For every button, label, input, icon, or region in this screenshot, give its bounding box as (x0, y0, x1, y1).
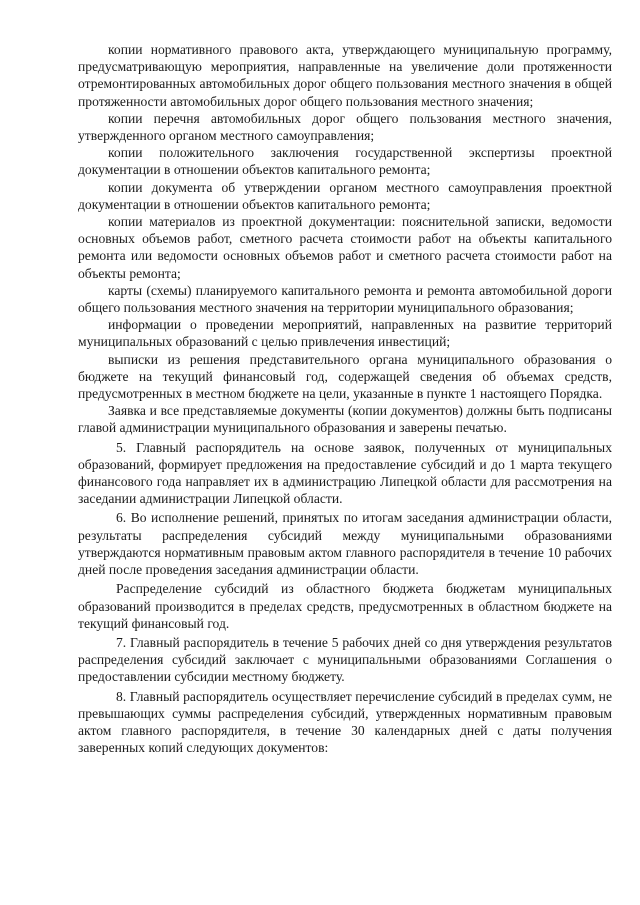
paragraph-item-6: 6. Во исполнение решений, принятых по итогам заседания администрации области, результаты распределения субсидий между муниципальными образованиями утверждаются нормативным правовым актом главного распорядителя в течение 10 рабочих дней после проведения заседания администрации области. (78, 510, 612, 578)
paragraph-npa-copy: копии нормативного правового акта, утверждающего муниципальную программу, предусматривающую мероприятия, направленные на увеличение доли протяженности отремонтированных автомобильных дорог общего пользования местного значения в общей протяженности автомобильных дорог общего пользования местного значения; (78, 42, 612, 109)
paragraph-item-8: 8. Главный распорядитель осуществляет перечисление субсидий в пределах сумм, не превышающих суммы распределения субсидий, утвержденных нормативным правовым актом главного распорядителя, в течение 30 календарных дней с даты получения заверенных копий следующих документов: (78, 688, 612, 756)
paragraph-item-7: 7. Главный распорядитель в течение 5 рабочих дней со дня утверждения результатов распределения субсидий заключает с муниципальными образованиями Соглашения о предоставлении субсидии местному бюджету. (78, 634, 612, 685)
document-page (78, 41, 612, 756)
paragraph-expertise-conclusion: копии положительного заключения государственной экспертизы проектной документации в отношении объектов капитального ремонта; (78, 145, 612, 178)
paragraph-signatures: Заявка и все представляемые документы (копии документов) должны быть подписаны главой администрации муниципального образования и заверены печатью. (78, 403, 612, 436)
paragraph-approval-document: копии документа об утверждении органом местного самоуправления проектной документации в отношении объектов капитального ремонта; (78, 179, 612, 212)
paragraph-project-materials: копии материалов из проектной документации: пояснительной записки, ведомости основных объемов работ, сметного расчета стоимости работ на объекты капитального ремонта или ведомости основных объемов работ и сметного расчета стоимости работ на объекты ремонта; (78, 214, 612, 281)
paragraph-roads-list: копии перечня автомобильных дорог общего пользования местного значения, утвержденного органом местного самоуправления; (78, 110, 612, 144)
paragraph-investment-info: информации о проведении мероприятий, направленных на развитие территорий муниципальных образований с целью привлечения инвестиций; (78, 317, 612, 350)
paragraph-budget-extract: выписки из решения представительного органа муниципального образования о бюджете на текущий финансовый год, содержащей сведения об объемах средств, предусмотренных в местном бюджете на цели, указанные в пункте 1 настоящего Порядка. (78, 351, 612, 402)
paragraph-distribution: Распределение субсидий из областного бюджета бюджетам муниципальных образований производится в пределах средств, предусмотренных в областном бюджете на текущий финансовый год. (78, 581, 612, 631)
paragraph-repair-maps: карты (схемы) планируемого капитального ремонта и ремонта автомобильной дороги общего пользования местного значения на территории муниципального образования; (78, 282, 612, 316)
paragraph-item-5: 5. Главный распорядитель на основе заявок, полученных от муниципальных образований, формирует предложения на предоставление субсидий и до 1 марта текущего финансового года направляет их в администрацию Липецкой области для рассмотрения на заседании администрации Липецкой области. (78, 439, 612, 507)
